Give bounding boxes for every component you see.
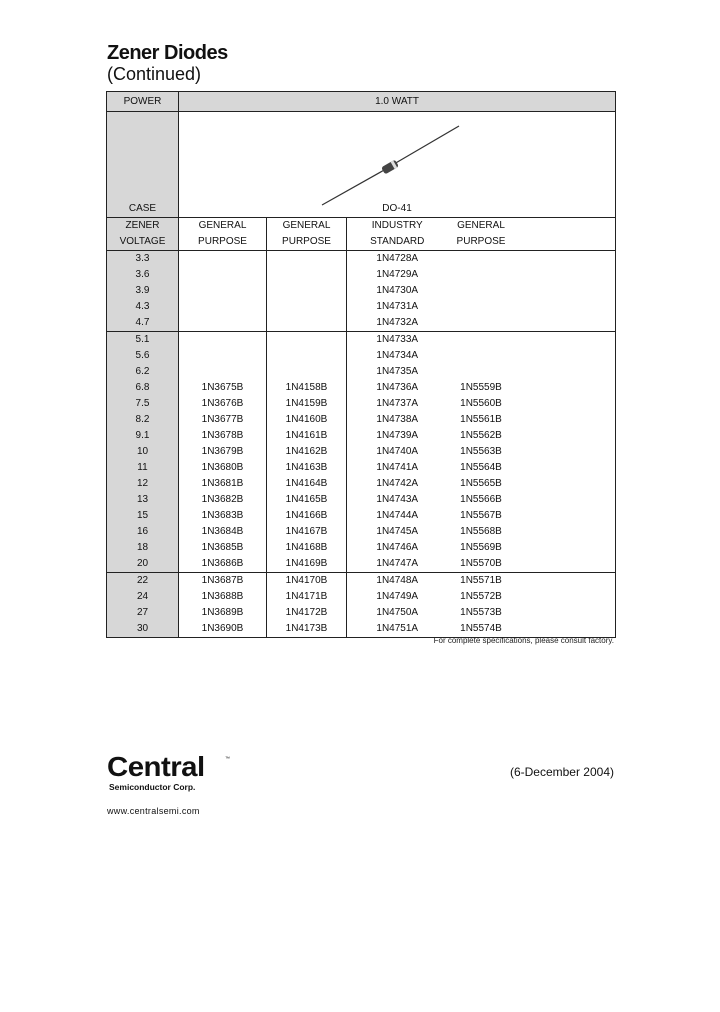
table-row (107, 396, 616, 412)
table-row (107, 380, 616, 396)
part-number-cell: 1N4745A (376, 526, 419, 537)
part-number-cell (179, 364, 267, 380)
zener-voltage-cell: 3.9 (107, 283, 179, 299)
part-number-cell: 1N4167B (267, 524, 347, 540)
part-number-cell: 1N4730A (376, 285, 419, 296)
table-row (107, 589, 616, 605)
zener-voltage-cell: 20 (107, 556, 179, 573)
part-number-cell (179, 267, 267, 283)
part-number-cell: 1N5573B (460, 607, 502, 618)
part-number-cell: 1N3680B (179, 460, 267, 476)
part-number-cell: 1N4735A (376, 366, 419, 377)
part-number-cell: 1N4734A (376, 350, 419, 361)
part-number-cell (267, 315, 347, 332)
part-number-cell: 1N5559B (460, 382, 502, 393)
footnote: For complete specifications, please consult factory. (433, 636, 614, 645)
part-number-cell: 1N4737A (376, 398, 419, 409)
zener-voltage-cell: 3.3 (107, 251, 179, 268)
logo-trademark: ™ (225, 756, 230, 762)
part-number-cell: 1N5565B (460, 478, 502, 489)
part-number-cell (448, 348, 515, 364)
zener-voltage-cell: 6.8 (107, 380, 179, 396)
column-header-row (107, 218, 616, 251)
zener-voltage-cell: 6.2 (107, 364, 179, 380)
part-number-cell (179, 283, 267, 299)
zener-voltage-cell: 13 (107, 492, 179, 508)
part-number-cell: 1N5561B (460, 414, 502, 425)
logo-wordmark: Central (107, 751, 205, 782)
part-number-cell: 1N5564B (460, 462, 502, 473)
part-number-cell: 1N3684B (179, 524, 267, 540)
part-number-cell: 1N4169B (267, 556, 347, 573)
zener-voltage-cell: 24 (107, 589, 179, 605)
part-number-cell: 1N4166B (267, 508, 347, 524)
part-number-cell: 1N5563B (460, 446, 502, 457)
table-row (107, 508, 616, 524)
table-row (107, 540, 616, 556)
table-row (107, 573, 616, 590)
zener-voltage-cell: 5.1 (107, 332, 179, 349)
zener-voltage-cell: 18 (107, 540, 179, 556)
part-number-cell: 1N5562B (460, 430, 502, 441)
part-number-cell: 1N5566B (460, 494, 502, 505)
case-label: CASE (128, 203, 157, 214)
part-number-cell (267, 332, 347, 349)
part-number-cell (448, 332, 515, 349)
part-number-cell: 1N3677B (179, 412, 267, 428)
case-cell (179, 112, 616, 218)
do41-diode-icon (179, 112, 616, 216)
part-number-cell: 1N4746A (376, 542, 419, 553)
part-number-cell: 1N4162B (267, 444, 347, 460)
part-number-cell (267, 348, 347, 364)
part-number-cell: 1N3689B (179, 605, 267, 621)
part-number-cell: 1N3681B (179, 476, 267, 492)
part-number-cell: 1N4170B (267, 573, 347, 590)
table-row (107, 444, 616, 460)
part-number-cell (448, 299, 515, 315)
part-number-cell: 1N3688B (179, 589, 267, 605)
part-number-cell: 1N4738A (376, 414, 419, 425)
part-number-cell (179, 299, 267, 315)
part-number-cell: 1N5567B (460, 510, 502, 521)
part-number-cell: 1N4173B (267, 621, 347, 638)
part-number-cell (267, 251, 347, 268)
part-number-cell: 1N4159B (267, 396, 347, 412)
part-number-cell: 1N4729A (376, 269, 419, 280)
part-number-cell: 1N3690B (179, 621, 267, 638)
table-row (107, 267, 616, 283)
part-number-cell: 1N4736A (376, 382, 419, 393)
zener-voltage-cell: 4.3 (107, 299, 179, 315)
part-number-cell (179, 251, 267, 268)
part-number-cell: 1N3682B (179, 492, 267, 508)
document-date: (6-December 2004) (509, 765, 614, 779)
col-header-general-purpose: GENERAL PURPOSE (448, 218, 515, 251)
part-number-cell: 1N4741A (376, 462, 419, 473)
part-number-cell: 1N4744A (376, 510, 419, 521)
part-number-cell: 1N4739A (376, 430, 419, 441)
table-row (107, 556, 616, 573)
zener-voltage-cell: 8.2 (107, 412, 179, 428)
power-value: 1.0 WATT (179, 92, 616, 112)
part-number-cell: 1N4168B (267, 540, 347, 556)
part-number-cell (267, 364, 347, 380)
table-row (107, 283, 616, 299)
part-number-cell: 1N4749A (376, 591, 419, 602)
col-header-general-purpose: GENERAL PURPOSE (179, 218, 267, 251)
part-number-cell: 1N4171B (267, 589, 347, 605)
part-number-cell: 1N5560B (460, 398, 502, 409)
table-row (107, 251, 616, 268)
part-number-cell: 1N3676B (179, 396, 267, 412)
part-number-cell: 1N5571B (448, 573, 515, 590)
part-number-cell: 1N3675B (179, 380, 267, 396)
part-number-cell (179, 332, 267, 349)
part-number-cell: 1N4740A (376, 446, 419, 457)
table-row (107, 428, 616, 444)
zener-voltage-cell: 9.1 (107, 428, 179, 444)
part-number-cell: 1N5572B (460, 591, 502, 602)
zener-voltage-cell: 27 (107, 605, 179, 621)
part-number-cell: 1N4751A (347, 621, 448, 638)
table-row (107, 315, 616, 332)
part-number-cell (448, 251, 515, 268)
central-logo (107, 752, 237, 802)
part-number-cell: 1N4750A (376, 607, 419, 618)
zener-voltage-cell: 10 (107, 444, 179, 460)
part-number-cell: 1N5569B (460, 542, 502, 553)
part-number-cell: 1N4160B (267, 412, 347, 428)
part-number-cell: 1N4161B (267, 428, 347, 444)
zener-voltage-cell: 5.6 (107, 348, 179, 364)
part-number-cell: 1N3678B (179, 428, 267, 444)
part-number-cell: 1N3686B (179, 556, 267, 573)
table-row (107, 524, 616, 540)
part-number-cell: 1N4158B (267, 380, 347, 396)
table-row (107, 332, 616, 349)
zener-voltage-cell: 3.6 (107, 267, 179, 283)
part-number-cell: 1N4163B (267, 460, 347, 476)
table-row (107, 605, 616, 621)
part-number-cell: 1N4733A (347, 332, 448, 349)
part-number-cell: 1N5574B (448, 621, 515, 638)
part-number-cell: 1N4164B (267, 476, 347, 492)
part-number-cell: 1N4742A (376, 478, 419, 489)
case-value: DO-41 (382, 203, 412, 214)
part-number-cell (179, 315, 267, 332)
zener-voltage-header: ZENER VOLTAGE (107, 218, 179, 251)
col-header-industry-standard: INDUSTRY STANDARD (347, 218, 448, 251)
part-number-cell: 1N5568B (460, 526, 502, 537)
part-number-cell (267, 299, 347, 315)
part-number-cell (179, 348, 267, 364)
zener-diode-table (106, 91, 616, 638)
part-number-cell: 1N4748A (347, 573, 448, 590)
part-number-cell: 1N4731A (376, 301, 419, 312)
part-number-cell: 1N4728A (347, 251, 448, 268)
col-header-general-purpose: GENERAL PURPOSE (267, 218, 347, 251)
part-number-cell: 1N4732A (376, 317, 419, 328)
part-number-cell (448, 283, 515, 299)
table-row (107, 476, 616, 492)
part-number-cell (448, 267, 515, 283)
part-number-cell: 1N4165B (267, 492, 347, 508)
table-row (107, 348, 616, 364)
logo-subtitle: Semiconductor Corp. (109, 782, 196, 792)
table-row (107, 364, 616, 380)
page-subtitle: (Continued) (107, 64, 202, 84)
zener-voltage-cell: 22 (107, 573, 179, 590)
power-row (107, 92, 616, 112)
zener-voltage-cell: 7.5 (107, 396, 179, 412)
zener-voltage-cell: 16 (107, 524, 179, 540)
part-number-cell (448, 364, 515, 380)
table-row (107, 492, 616, 508)
page-title: Zener Diodes (107, 42, 228, 64)
table-row (107, 412, 616, 428)
zener-voltage-cell: 30 (107, 621, 179, 638)
zener-voltage-cell: 15 (107, 508, 179, 524)
part-number-cell: 1N5570B (460, 558, 502, 569)
part-number-cell: 1N4743A (376, 494, 419, 505)
part-number-cell: 1N3683B (179, 508, 267, 524)
power-label: POWER (107, 92, 179, 112)
part-number-cell: 1N3685B (179, 540, 267, 556)
part-number-cell (267, 267, 347, 283)
company-url: www.centralsemi.com (107, 806, 200, 816)
table-row (107, 299, 616, 315)
part-number-cell: 1N4172B (267, 605, 347, 621)
zener-voltage-cell: 4.7 (107, 315, 179, 332)
part-number-cell: 1N3687B (179, 573, 267, 590)
zener-voltage-cell: 11 (107, 460, 179, 476)
part-number-cell: 1N3679B (179, 444, 267, 460)
part-number-cell (267, 283, 347, 299)
zener-voltage-cell: 12 (107, 476, 179, 492)
table-row (107, 460, 616, 476)
part-number-cell: 1N4747A (376, 558, 419, 569)
part-number-cell (448, 315, 515, 332)
case-row (107, 112, 616, 218)
